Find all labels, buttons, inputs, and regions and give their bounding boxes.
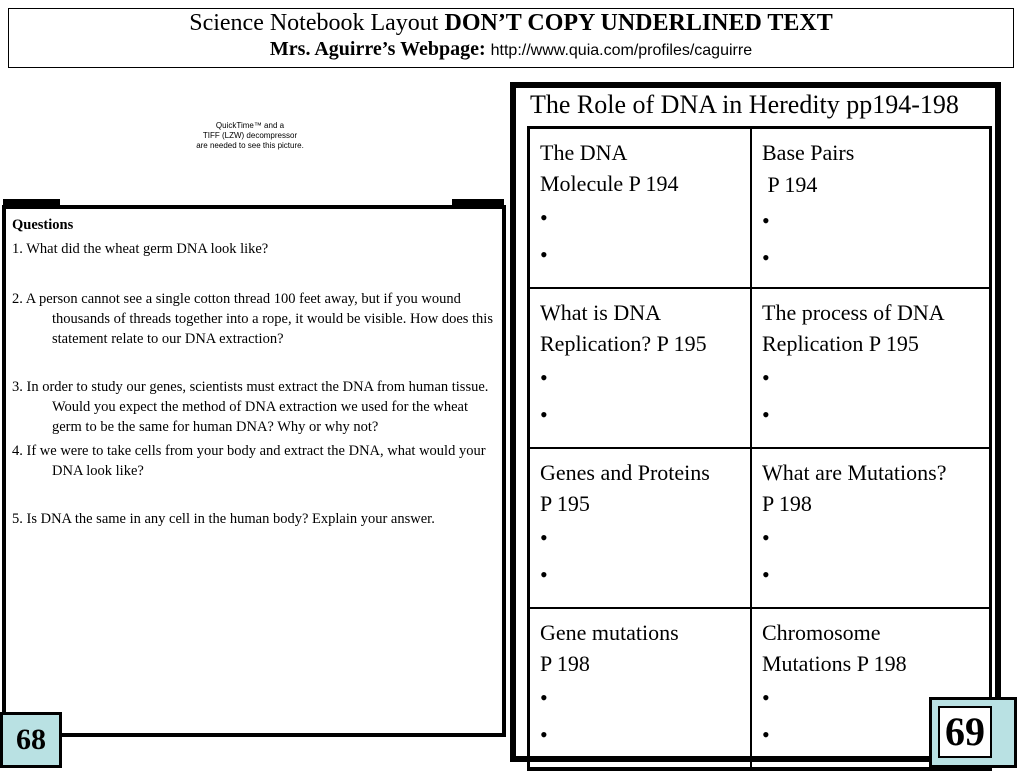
bullet-point: •	[540, 242, 548, 267]
cell-heading: P 198	[762, 491, 812, 516]
cell-heading: Replication? P 195	[540, 331, 707, 356]
webpage-url-link[interactable]: http://www.quia.com/profiles/caguirre	[490, 42, 753, 59]
cell-heading: Chromosome	[762, 620, 881, 645]
question-item: 1. What did the wheat germ DNA look like?	[12, 241, 269, 257]
bullet-point: •	[762, 365, 770, 390]
grid-cell	[752, 129, 989, 289]
bullet-point: •	[762, 562, 770, 587]
bullet-point: •	[540, 365, 548, 390]
cell-heading: What is DNA	[540, 300, 661, 325]
header-title	[9, 9, 1013, 37]
page-number-right: 69	[938, 706, 992, 758]
cell-heading: P 194	[762, 172, 818, 197]
grid-cell	[530, 289, 752, 449]
table-title: The Role of DNA in Heredity pp194-198	[530, 90, 959, 119]
question-item: 5. Is DNA the same in any cell in the human body? Explain your answer.	[12, 511, 435, 527]
cell-heading: Gene mutations	[540, 620, 679, 645]
header-webpage	[9, 37, 1013, 63]
cell-heading: The DNA	[540, 140, 628, 165]
placeholder-line-3: are needed to see this picture.	[196, 141, 304, 150]
grid-cell	[530, 129, 752, 289]
bullet-point: •	[540, 562, 548, 587]
bullet-point: •	[762, 685, 770, 710]
header-title-bold: DON’T COPY UNDERLINED TEXT	[444, 10, 833, 36]
question-item: 4. If we were to take cells from your body and extract the DNA, what would your DNA look like?	[12, 443, 486, 479]
header-title-regular: Science Notebook Layout	[189, 10, 445, 36]
placeholder-line-2: TIFF (LZW) decompressor	[202, 131, 298, 140]
cell-heading: Base Pairs	[762, 140, 855, 165]
bullet-point: •	[540, 685, 548, 710]
page-number-right-tab	[929, 697, 1017, 768]
bullet-point: •	[762, 208, 770, 233]
page-header	[8, 8, 1014, 68]
bullet-point: •	[540, 722, 548, 747]
cell-heading: Molecule P 194	[540, 171, 679, 196]
cell-heading: Mutations P 198	[762, 651, 907, 676]
cell-heading: The process of DNA	[762, 300, 945, 325]
page-number-left: 68	[0, 712, 62, 768]
bullet-point: •	[762, 722, 770, 747]
question-item: 2. A person cannot see a single cotton thread 100 feet away, but if you wound thousands of threads together into a rope, it would be visible. How does this statement relate to our DNA extraction?	[12, 291, 493, 347]
cell-heading: Genes and Proteins	[540, 460, 710, 485]
cell-heading: P 195	[540, 491, 590, 516]
cell-heading: Replication P 195	[762, 331, 919, 356]
bullet-point: •	[762, 402, 770, 427]
bullet-point: •	[540, 525, 548, 550]
grid-cell	[752, 449, 989, 609]
questions-box	[2, 205, 506, 737]
bullet-point: •	[762, 525, 770, 550]
placeholder-line-1: QuickTime™ and a	[215, 121, 285, 130]
grid-cell	[530, 449, 752, 609]
grid-cell	[530, 609, 752, 769]
questions-title: Questions	[12, 217, 74, 233]
bullet-point: •	[540, 205, 548, 230]
bullet-point: •	[762, 245, 770, 270]
cell-heading: P 198	[540, 651, 590, 676]
bullet-point: •	[540, 402, 548, 427]
question-item: 3. In order to study our genes, scientists must extract the DNA from human tissue. Would you expect the method of DNA extraction we used for the wheat germ to be the same for human DNA? Why or why not?	[12, 379, 489, 435]
notes-grid	[527, 126, 992, 771]
cell-heading: What are Mutations?	[762, 460, 947, 485]
grid-cell	[752, 289, 989, 449]
quicktime-placeholder	[170, 121, 330, 151]
webpage-label: Mrs. Aguirre’s Webpage:	[269, 38, 486, 60]
